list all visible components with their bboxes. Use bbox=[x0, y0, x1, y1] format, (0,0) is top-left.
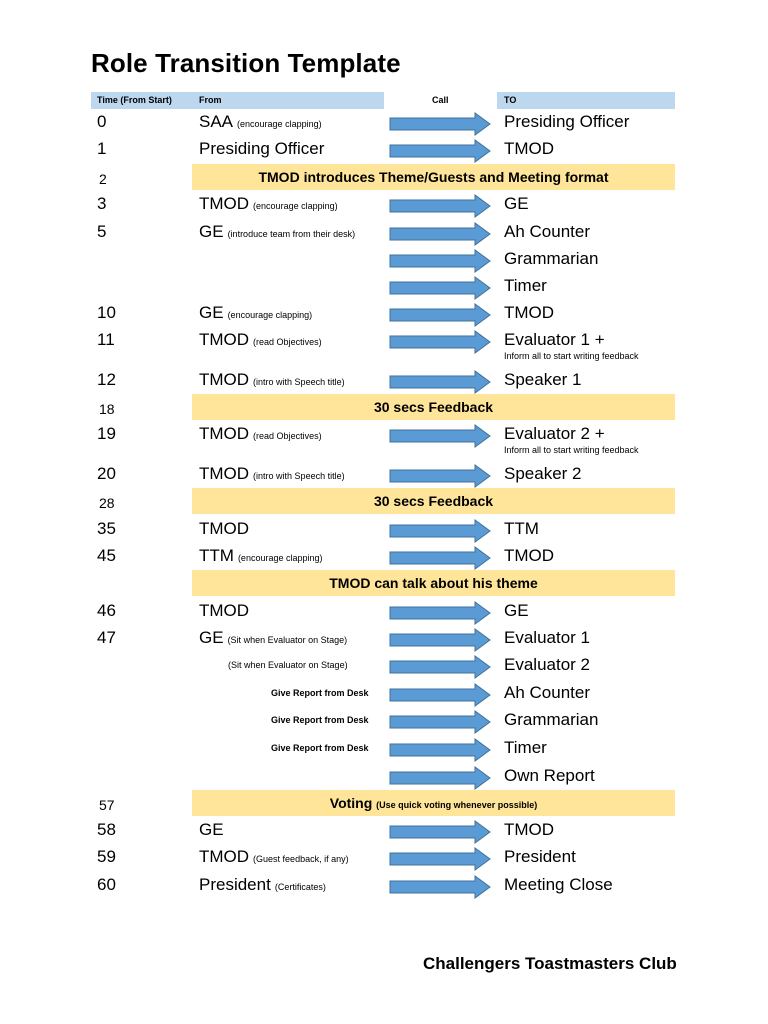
band-text: 30 secs Feedback bbox=[373, 399, 494, 415]
from-note: (encourage clapping) bbox=[237, 553, 323, 563]
from-note: (Certificates) bbox=[274, 882, 326, 892]
from-role bbox=[199, 847, 349, 869]
to-role: Evaluator 2 + bbox=[504, 424, 605, 443]
from-note: (read Objectives) bbox=[253, 337, 322, 347]
right-arrow-icon bbox=[389, 847, 491, 871]
from-role-name: TMOD bbox=[199, 424, 250, 443]
from-role-name: TMOD bbox=[199, 194, 250, 213]
header-from: From bbox=[199, 95, 222, 105]
row-time: 57 bbox=[99, 797, 115, 813]
to-role: Presiding Officer bbox=[504, 112, 630, 131]
from-role bbox=[199, 628, 347, 650]
row-time: 3 bbox=[97, 194, 107, 213]
from-note: (intro with Speech title) bbox=[253, 377, 345, 387]
to-role: Evaluator 1 bbox=[504, 628, 590, 647]
row-time: 2 bbox=[99, 171, 107, 187]
from-role-name: GE bbox=[199, 628, 224, 647]
header-call: Call bbox=[432, 95, 449, 105]
row-time: 10 bbox=[97, 303, 116, 322]
to-role: TMOD bbox=[504, 303, 555, 322]
to-role: TTM bbox=[504, 519, 539, 538]
band-text: TMOD can talk about his theme bbox=[329, 575, 538, 591]
to-role: Speaker 2 bbox=[504, 464, 582, 483]
right-arrow-icon bbox=[389, 820, 491, 844]
to-role: Timer bbox=[504, 276, 547, 295]
highlight-band bbox=[192, 790, 675, 816]
highlight-band bbox=[192, 394, 675, 420]
to-note: Inform all to start writing feedback bbox=[504, 445, 639, 455]
right-arrow-icon bbox=[389, 330, 491, 354]
highlight-band bbox=[192, 488, 675, 514]
from-role bbox=[199, 303, 312, 325]
header-to: TO bbox=[497, 92, 675, 109]
row-time: 18 bbox=[99, 401, 115, 417]
highlight-band bbox=[192, 570, 675, 596]
to-role: Speaker 1 bbox=[504, 370, 582, 389]
from-role-name: President bbox=[199, 875, 271, 894]
right-arrow-icon bbox=[389, 424, 491, 448]
header-time: Time (From Start) bbox=[97, 95, 172, 105]
band-text: TMOD introduces Theme/Guests and Meeting format bbox=[258, 169, 609, 185]
right-arrow-icon bbox=[389, 276, 491, 300]
right-arrow-icon bbox=[389, 519, 491, 543]
from-role-name: TMOD bbox=[199, 370, 250, 389]
right-arrow-icon bbox=[389, 546, 491, 570]
from-role-name: GE bbox=[199, 222, 224, 241]
right-arrow-icon bbox=[389, 875, 491, 899]
from-role bbox=[199, 222, 355, 244]
row-time: 0 bbox=[97, 112, 107, 131]
to-role: Grammarian bbox=[504, 249, 599, 268]
from-role-name: TMOD bbox=[199, 519, 250, 538]
from-role bbox=[199, 546, 323, 568]
band-text: 30 secs Feedback bbox=[373, 493, 494, 509]
row-time: 1 bbox=[97, 139, 107, 158]
row-time: 59 bbox=[97, 847, 116, 866]
right-arrow-icon bbox=[389, 601, 491, 625]
to-role: TMOD bbox=[504, 546, 555, 565]
right-arrow-icon bbox=[389, 766, 491, 790]
right-arrow-icon bbox=[389, 249, 491, 273]
from-role bbox=[199, 330, 322, 352]
from-role-name: TMOD bbox=[199, 464, 250, 483]
from-note: (Sit when Evaluator on Stage) bbox=[227, 635, 348, 645]
from-role-name: Presiding Officer bbox=[199, 139, 325, 158]
from-role bbox=[199, 875, 326, 897]
from-note: (encourage clapping) bbox=[237, 119, 322, 129]
desk-report-note: Give Report from Desk bbox=[271, 688, 369, 698]
club-name: Challengers Toastmasters Club bbox=[423, 954, 677, 973]
row-time: 60 bbox=[97, 875, 116, 894]
to-role: Grammarian bbox=[504, 710, 599, 729]
to-role: Own Report bbox=[504, 766, 595, 785]
row-time: 58 bbox=[97, 820, 116, 839]
from-note: (encourage clapping) bbox=[253, 201, 338, 211]
from-role-name: TTM bbox=[199, 546, 234, 565]
from-role bbox=[199, 194, 338, 216]
from-role-name: GE bbox=[199, 303, 224, 322]
from-note: (introduce team from their desk) bbox=[227, 229, 356, 239]
right-arrow-icon bbox=[389, 222, 491, 246]
right-arrow-icon bbox=[389, 710, 491, 734]
to-role: GE bbox=[504, 194, 529, 213]
to-role: TMOD bbox=[504, 139, 555, 158]
right-arrow-icon bbox=[389, 464, 491, 488]
row-time: 5 bbox=[97, 222, 107, 241]
to-role: Ah Counter bbox=[504, 222, 590, 241]
from-note: (read Objectives) bbox=[253, 431, 322, 441]
row-time: 47 bbox=[97, 628, 116, 647]
from-note: (encourage clapping) bbox=[227, 310, 313, 320]
right-arrow-icon bbox=[389, 139, 491, 163]
from-note: (Sit when Evaluator on Stage) bbox=[228, 660, 348, 670]
from-role-name: SAA bbox=[199, 112, 234, 131]
from-role bbox=[199, 464, 345, 486]
header-from-cell bbox=[91, 92, 384, 109]
row-time: 20 bbox=[97, 464, 116, 483]
from-role bbox=[199, 424, 322, 446]
to-role: Ah Counter bbox=[504, 683, 590, 702]
right-arrow-icon bbox=[389, 112, 491, 136]
from-role-name: TMOD bbox=[199, 847, 250, 866]
right-arrow-icon bbox=[389, 303, 491, 327]
from-role bbox=[199, 519, 249, 539]
row-time: 28 bbox=[99, 495, 115, 511]
to-role: President bbox=[504, 847, 576, 866]
from-note: (intro with Speech title) bbox=[253, 471, 345, 481]
to-role: Evaluator 1 + bbox=[504, 330, 605, 349]
from-role-name: GE bbox=[199, 820, 224, 839]
to-role: Timer bbox=[504, 738, 547, 757]
row-time: 45 bbox=[97, 546, 116, 565]
right-arrow-icon bbox=[389, 194, 491, 218]
from-role bbox=[199, 370, 345, 392]
highlight-band bbox=[192, 164, 675, 190]
band-text: Voting bbox=[329, 795, 373, 811]
from-role bbox=[199, 112, 322, 134]
row-time: 12 bbox=[97, 370, 116, 389]
from-role-name: TMOD bbox=[199, 601, 250, 620]
to-role: GE bbox=[504, 601, 529, 620]
desk-report-note: Give Report from Desk bbox=[271, 743, 369, 753]
desk-report-note: Give Report from Desk bbox=[271, 715, 369, 725]
right-arrow-icon bbox=[389, 628, 491, 652]
row-time: 46 bbox=[97, 601, 116, 620]
from-note: (Guest feedback, if any) bbox=[253, 854, 349, 864]
from-role-name: TMOD bbox=[199, 330, 250, 349]
row-time: 11 bbox=[97, 330, 115, 349]
from-role bbox=[199, 820, 224, 840]
to-note: Inform all to start writing feedback bbox=[504, 351, 639, 361]
document-title: Role Transition Template bbox=[91, 48, 401, 78]
to-role: Meeting Close bbox=[504, 875, 613, 894]
from-role bbox=[199, 139, 324, 159]
from-role bbox=[199, 601, 249, 621]
row-time: 19 bbox=[97, 424, 116, 443]
row-time: 35 bbox=[97, 519, 116, 538]
right-arrow-icon bbox=[389, 655, 491, 679]
right-arrow-icon bbox=[389, 738, 491, 762]
right-arrow-icon bbox=[389, 370, 491, 394]
band-note: (Use quick voting whenever possible) bbox=[376, 800, 538, 810]
to-role: TMOD bbox=[504, 820, 555, 839]
to-role: Evaluator 2 bbox=[504, 655, 590, 674]
right-arrow-icon bbox=[389, 683, 491, 707]
